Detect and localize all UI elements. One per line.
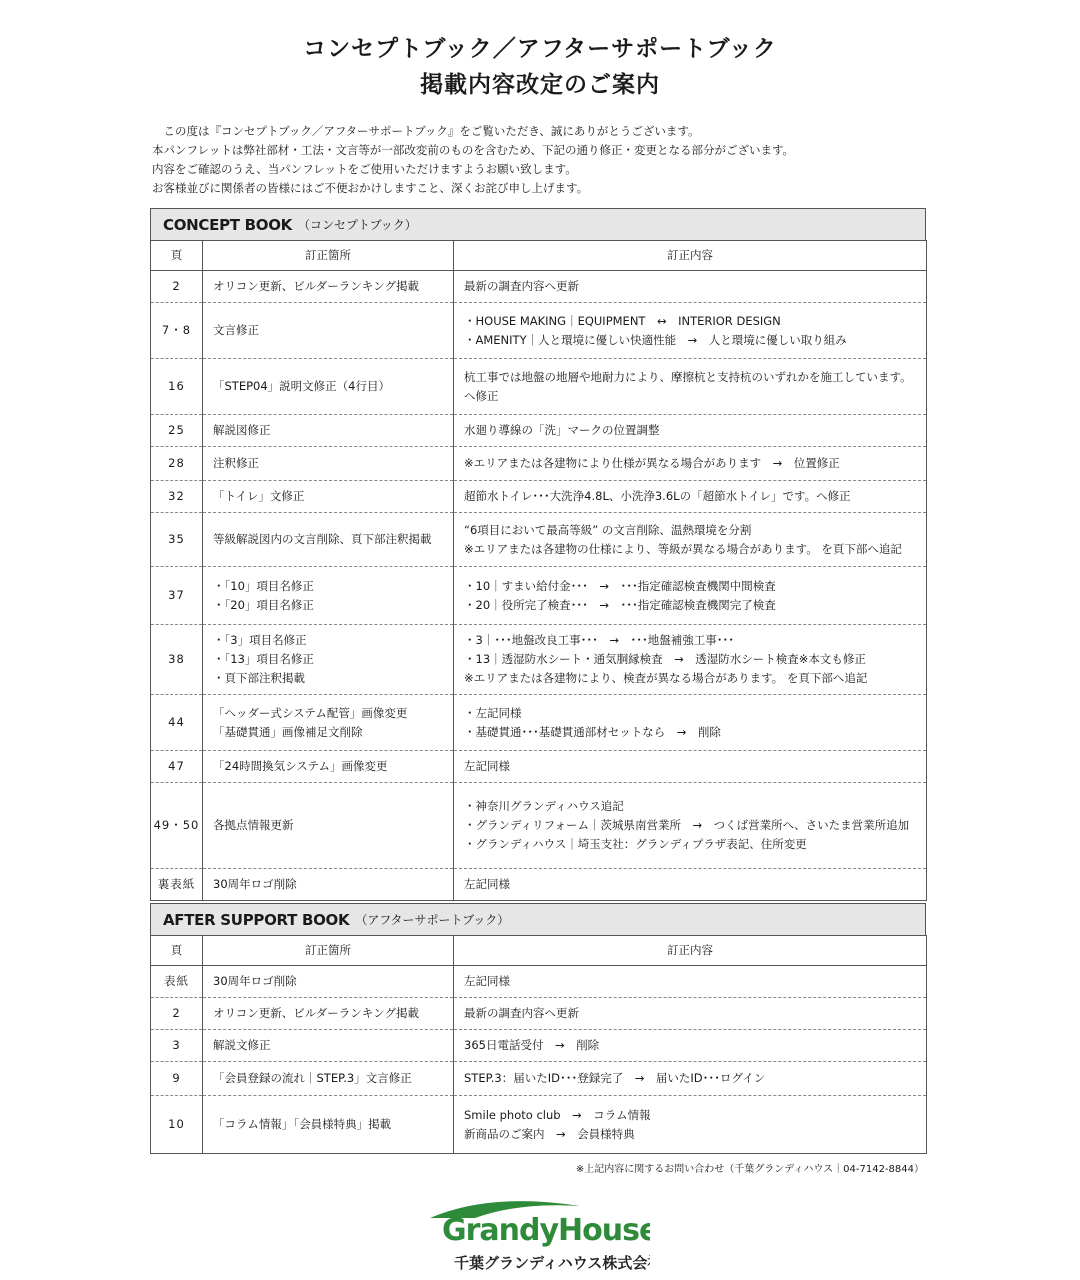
content-line: ・グランディリフォーム｜茨城県南営業所 → つくば営業所へ、さいたま営業所追加 [464,818,910,832]
cell-page: 32 [151,481,203,513]
contact-footnote: ※上記内容に関するお問い合わせ（千葉グランディハウス｜04-7142-8844） [575,1164,924,1175]
content-line: 365日電話受付 → 削除 [464,1038,600,1052]
location-line: 「コラム情報」「会員様特典」掲載 [213,1117,392,1131]
cell-page: 25 [151,415,203,447]
cell-page: 37 [151,567,203,625]
cell-location [203,447,454,481]
table-row [151,447,927,481]
after-support-book-subtitle: （アフターサポートブック） [355,913,510,927]
concept-book-table [150,240,927,901]
logo-company-name: 千葉グランディハウス株式会社 [454,1254,650,1272]
table-row [151,751,927,783]
content-line: 最新の調査内容へ更新 [464,1006,579,1020]
cell-content [454,751,927,783]
content-line: ※エリアまたは各建物により、検査が異なる場合があります。 を頁下部へ追記 [464,671,868,685]
table-row [151,415,927,447]
cell-content [454,567,927,625]
cell-location [203,359,454,415]
cell-content [454,869,927,901]
table-row [151,966,927,998]
after-support-book-header [150,903,926,936]
grandy-house-logo-icon [420,1196,650,1276]
location-line: 解説図修正 [213,423,271,437]
cell-content [454,625,927,695]
location-line: オリコン更新、ビルダーランキング掲載 [213,279,419,293]
cell-location [203,966,454,998]
cell-location [203,481,454,513]
cell-location [203,783,454,869]
content-line: ・基礎貫通･･･基礎貫通部材セットなら → 削除 [464,724,721,739]
cell-location [203,271,454,303]
after-support-book-title: AFTER SUPPORT BOOK [163,910,350,929]
cell-page: 9 [151,1062,203,1096]
location-line: 「トイレ」文修正 [213,489,305,503]
cell-location [203,1030,454,1062]
content-line: ・グランディハウス｜埼玉支社：グランディプラザ表記、住所変更 [464,837,807,851]
intro-line: 本パンフレットは弊社部材・工法・文言等が一部改変前のものを含むため、下記の通り修正・変更となる部分がございます。 [152,143,795,157]
cell-content [454,359,927,415]
location-line: 30周年ロゴ削除 [213,877,297,891]
after-support-book-table [150,935,927,1154]
location-line: 各拠点情報更新 [213,818,294,832]
intro-line: お客様並びに関係者の皆様にはご不便おかけしますこと、深くお詫び申し上げます。 [152,181,589,195]
cell-page: 47 [151,751,203,783]
location-line: ・「13」項目名修正 [213,652,314,666]
cell-page: 2 [151,271,203,303]
content-line: 左記同様 [464,974,510,988]
cell-page: 49・50 [151,783,203,869]
cell-page: 表紙 [151,966,203,998]
cell-page: 7・8 [151,303,203,359]
cell-page: 28 [151,447,203,481]
content-line: ・神奈川グランディハウス追記 [464,799,624,813]
cell-location [203,1062,454,1096]
column-header-page: 頁 [151,240,203,271]
cell-location [203,998,454,1030]
location-line: 注釈修正 [213,456,259,470]
intro-text [152,122,794,198]
location-line: 30周年ロゴ削除 [213,974,297,988]
table-row [151,625,927,695]
cell-page: 2 [151,998,203,1030]
cell-location [203,1096,454,1154]
location-line: 「基礎貫通」画像補足文削除 [213,724,363,739]
table-row [151,783,927,869]
concept-book-subtitle: （コンセプトブック） [297,218,417,232]
content-line: ※エリアまたは各建物の仕様により、等級が異なる場合があります。 を頁下部へ追記 [464,541,902,556]
table-row [151,869,927,901]
table-row [151,513,927,567]
content-line: 新商品のご案内 → 会員様特典 [464,1126,635,1141]
cell-content [454,1062,927,1096]
table-row [151,1062,927,1096]
content-line: ・20｜役所完了検査･･･ → ･･･指定確認検査機関完了検査 [464,597,776,612]
cell-content [454,998,927,1030]
cell-location [203,303,454,359]
location-line: 等級解説図内の文言削除、頁下部注釈掲載 [213,532,432,546]
table-row [151,303,927,359]
content-line: “6項目において最高等級” の文言削除、温熱環境を分割 [464,522,752,537]
table-row [151,1030,927,1062]
column-header-location: 訂正箇所 [203,935,454,966]
content-line: Smile photo club → コラム情報 [464,1107,651,1122]
cell-content [454,303,927,359]
cell-page: 3 [151,1030,203,1062]
location-line: 「24時間換気システム」画像変更 [213,759,388,773]
table-row [151,567,927,625]
content-line: 水廻り導線の「洗」マークの位置調整 [464,423,660,437]
cell-location [203,869,454,901]
location-line: 「ヘッダー式システム配管」画像変更 [213,705,408,720]
location-line: 解説文修正 [213,1038,271,1052]
content-line: ・左記同様 [464,705,522,720]
content-line: ・3｜･･･地盤改良工事･･･ → ･･･地盤補強工事･･･ [464,633,734,647]
table-row [151,1096,927,1154]
cell-content [454,415,927,447]
cell-location [203,625,454,695]
location-line: ・頁下部注釈掲載 [213,671,305,685]
cell-location [203,567,454,625]
content-line: 杭工事では地盤の地層や地耐力により、摩擦杭と支持杭のいずれかを施工しています。 [464,369,912,384]
cell-content [454,783,927,869]
cell-content [454,513,927,567]
column-header-content: 訂正内容 [454,240,927,271]
page-title-line2: 掲載内容改定のご案内 [420,72,660,98]
location-line: オリコン更新、ビルダーランキング掲載 [213,1006,419,1020]
content-line: STEP.3：届いたID･･･登録完了 → 届いたID･･･ログイン [464,1071,766,1085]
content-line: ・10｜すまい給付金･･･ → ･･･指定確認検査機関中間検査 [464,578,776,593]
cell-location [203,415,454,447]
cell-content [454,966,927,998]
location-line: 「会員登録の流れ｜STEP.3」文言修正 [213,1071,412,1085]
location-line: 文言修正 [213,323,259,337]
cell-content [454,1096,927,1154]
cell-content [454,271,927,303]
table-row [151,998,927,1030]
location-line: 「STEP04」説明文修正（4行目） [213,379,390,393]
cell-page: 裏表紙 [151,869,203,901]
cell-page: 16 [151,359,203,415]
column-header-content: 訂正内容 [454,935,927,966]
concept-book-header [150,208,926,241]
table-row [151,695,927,751]
cell-page: 35 [151,513,203,567]
cell-page: 10 [151,1096,203,1154]
table-row [151,481,927,513]
company-logo [420,1196,650,1276]
content-line: ・HOUSE MAKING｜EQUIPMENT ↔ INTERIOR DESIGN [464,313,781,328]
intro-line: この度は『コンセプトブック／アフターサポートブック』をご覧いただき、誠にありがとうございます。 [152,124,700,138]
cell-content [454,481,927,513]
cell-content [454,447,927,481]
content-line: ・13｜透湿防水シート・通気胴縁検査 → 透湿防水シート検査※本文も修正 [464,652,866,666]
intro-line: 内容をご確認のうえ、当パンフレットをご使用いただけますようお願い致します。 [152,162,577,176]
cell-location [203,513,454,567]
content-line: ※エリアまたは各建物により仕様が異なる場合があります → 位置修正 [464,456,840,470]
content-line: 最新の調査内容へ更新 [464,279,579,293]
cell-location [203,751,454,783]
logo-brand-text: GrandyHouse [442,1213,650,1248]
concept-book-title: CONCEPT BOOK [163,215,292,234]
page-title-line1: コンセプトブック／アフターサポートブック [303,36,777,62]
content-line: ・AMENITY｜人と環境に優しい快適性能 → 人と環境に優しい取り組み [464,332,847,347]
content-line: 左記同様 [464,759,510,773]
column-header-location: 訂正箇所 [203,240,454,271]
location-line: ・「20」項目名修正 [213,597,314,612]
location-line: ・「3」項目名修正 [213,633,307,647]
cell-location [203,695,454,751]
content-line: へ修正 [464,388,499,403]
cell-content [454,1030,927,1062]
cell-page: 44 [151,695,203,751]
content-line: 超節水トイレ･･･大洗浄4.8L、小洗浄3.6Lの「超節水トイレ」です。へ修正 [464,489,851,503]
table-row [151,359,927,415]
cell-content [454,695,927,751]
column-header-page: 頁 [151,935,203,966]
location-line: ・「10」項目名修正 [213,578,314,593]
table-row [151,271,927,303]
cell-page: 38 [151,625,203,695]
content-line: 左記同様 [464,877,510,891]
